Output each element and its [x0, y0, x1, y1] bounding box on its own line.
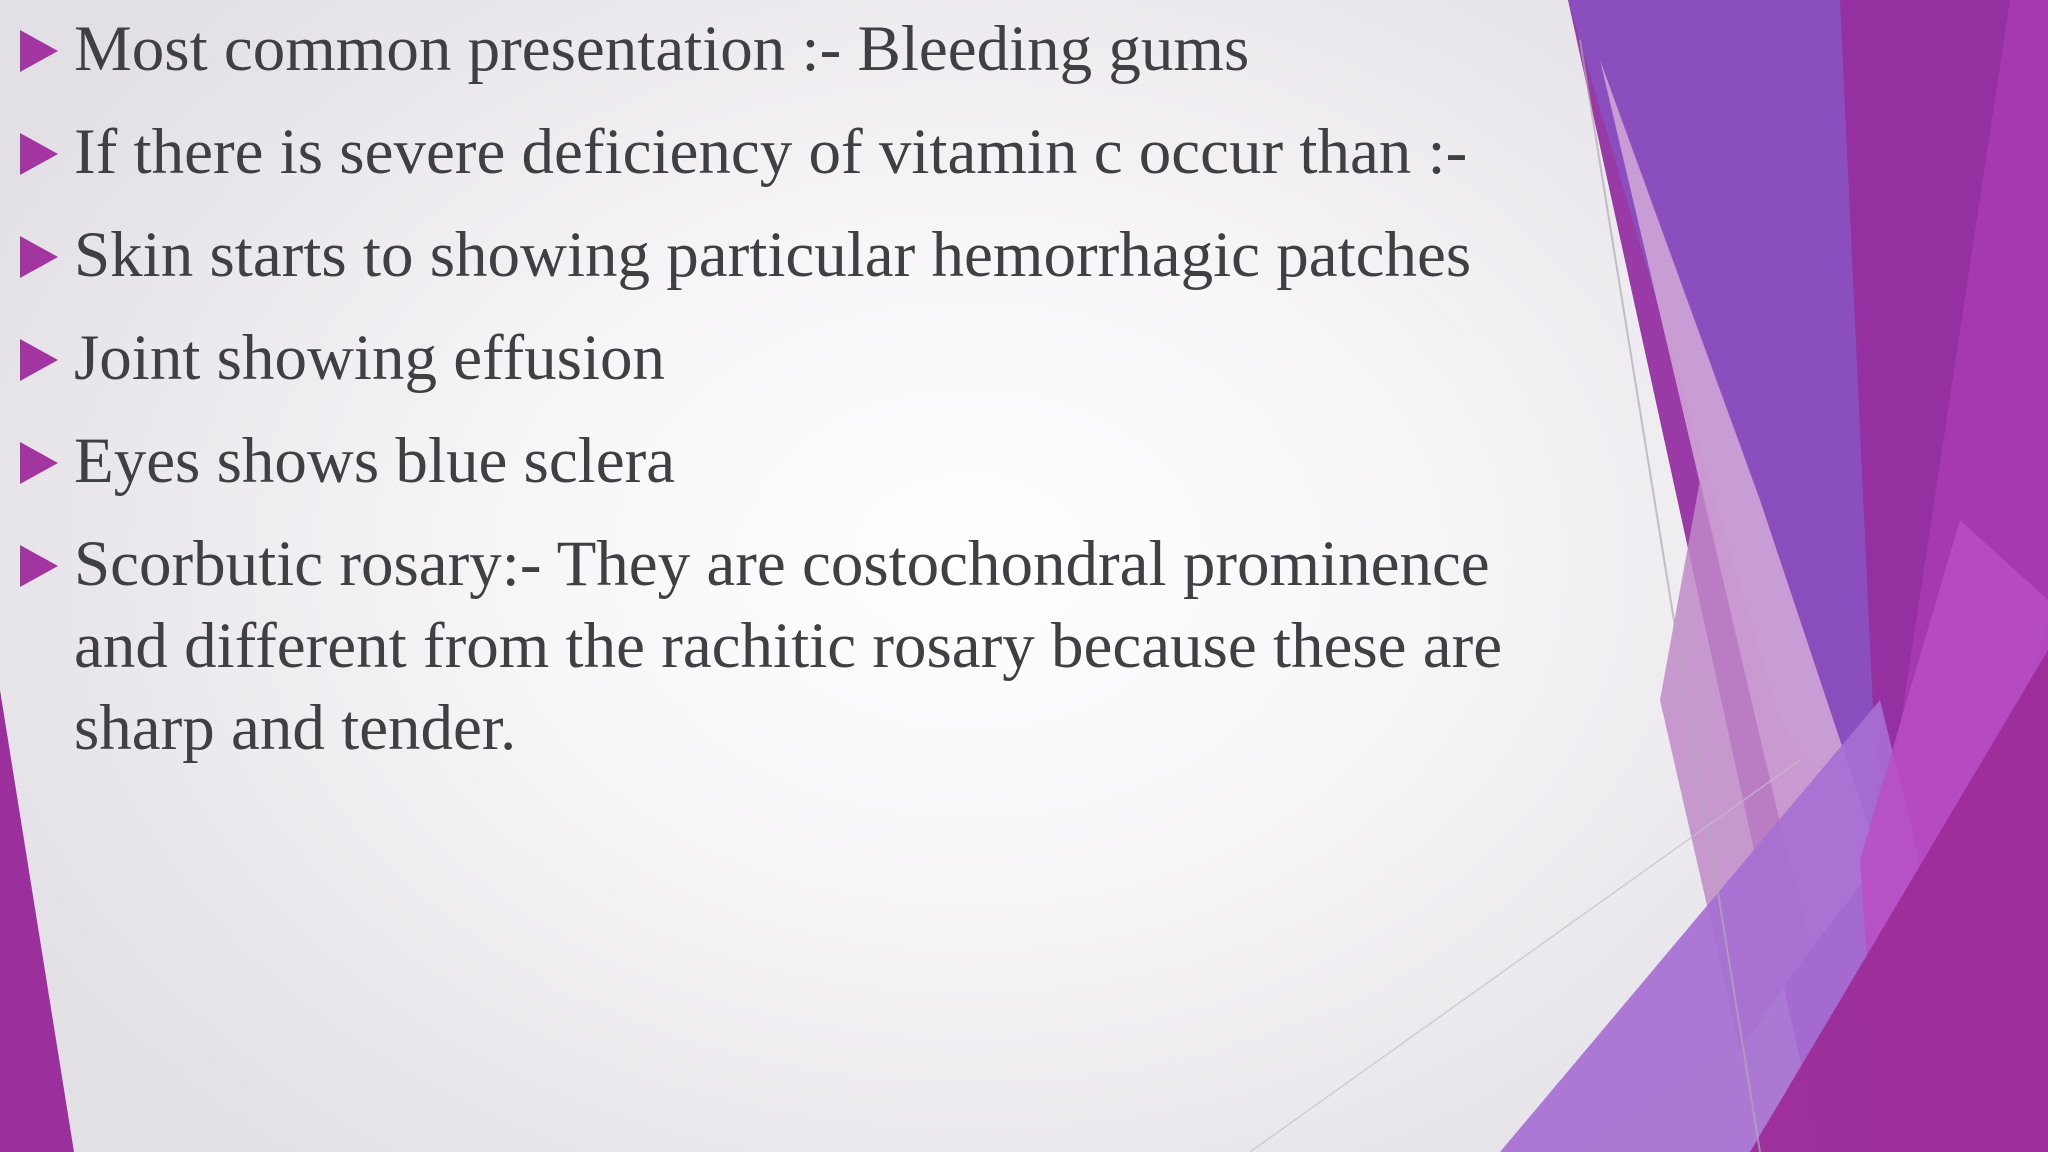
bullet-item-joint-effusion [20, 317, 1520, 399]
triangle-right-icon [20, 30, 58, 72]
bullet-item-skin-patches [20, 214, 1520, 296]
bullet-item-blue-sclera [20, 420, 1520, 502]
bullet-text: Skin starts to showing particular hemorrhagic patches [74, 219, 1472, 291]
bullet-list [20, 8, 1520, 790]
bullet-text: If there is severe deficiency of vitamin c occur than :- [74, 116, 1468, 188]
triangle-right-icon [20, 545, 58, 587]
triangle-right-icon [20, 442, 58, 484]
bullet-text: Most common presentation :- Bleeding gums [74, 13, 1250, 85]
triangle-right-icon [20, 339, 58, 381]
triangle-right-icon [20, 133, 58, 175]
bullet-text: Joint showing effusion [74, 322, 666, 394]
bullet-item-severe-deficiency [20, 111, 1520, 193]
bullet-text: Eyes shows blue sclera [74, 425, 676, 497]
bullet-item-scorbutic-rosary [20, 523, 1520, 769]
bullet-item-bleeding-gums [20, 8, 1520, 90]
triangle-right-icon [20, 236, 58, 278]
bullet-text: Scorbutic rosary:- They are costochondral prominence and different from the rachitic rosary because these are sharp and tender. [74, 528, 1503, 764]
